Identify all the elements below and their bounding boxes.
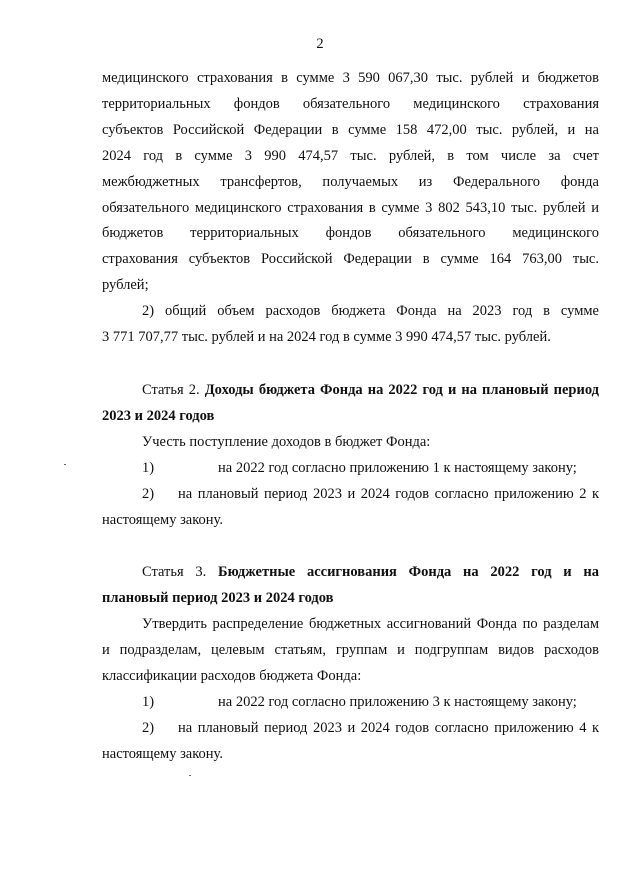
list-number: 2) <box>142 485 155 502</box>
article-2 <box>102 378 599 533</box>
document-body <box>102 66 599 768</box>
text-line: субъектов Российской Федерации в сумме 158 472,00 тыс. рублей, и на <box>102 121 599 138</box>
article-heading <box>102 560 599 586</box>
list-text: на 2022 год согласно приложению 3 к настоящему закону; <box>218 693 577 710</box>
article-heading <box>102 378 599 404</box>
text-line: межбюджетных трансфертов, получаемых из Федерального фонда <box>102 173 599 190</box>
list-item <box>102 690 599 716</box>
list-text: на 2022 год согласно приложению 1 к настоящему закону; <box>218 459 577 476</box>
article-prefix: Статья 3. <box>142 564 207 581</box>
text-line: медицинского страхования в сумме 3 590 067,30 тыс. рублей и бюджетов <box>102 70 599 86</box>
text-line: обязательного медицинского страхования в сумме 3 802 543,10 тыс. рублей и <box>102 199 599 216</box>
list-text-cont: настоящему закону. <box>102 511 223 528</box>
list-number: 1) <box>142 693 155 710</box>
text-line: территориальных фондов обязательного медицинского страхования <box>102 95 599 112</box>
list-item <box>102 716 599 742</box>
paragraph-funding <box>102 66 599 299</box>
text-line: 2) общий объем расходов бюджета Фонда на 2023 год в сумме <box>142 303 599 320</box>
list-text: на плановый период 2023 и 2024 годов согласно приложению 2 к <box>178 485 599 502</box>
scan-speck <box>64 464 66 465</box>
list-item <box>102 456 599 482</box>
article-title: Бюджетные ассигнования Фонда на 2022 год и на <box>218 564 599 581</box>
article-heading-cont <box>102 586 599 612</box>
text-line: 3 771 707,77 тыс. рублей и на 2024 год в сумме 3 990 474,57 тыс. рублей. <box>102 329 551 346</box>
article-intro: Учесть поступление доходов в бюджет Фонда: <box>142 433 431 450</box>
list-item <box>102 482 599 508</box>
list-text: на плановый период 2023 и 2024 годов согласно приложению 4 к <box>178 719 599 736</box>
text-line: страхования субъектов Российской Федерации в сумме 164 763,00 тыс. <box>102 251 599 268</box>
article-title-cont: плановый период 2023 и 2024 годов <box>102 590 334 607</box>
text-line: 2024 год в сумме 3 990 474,57 тыс. рублей, в том числе за счет <box>102 147 599 164</box>
article-title: Доходы бюджета Фонда на 2022 год и на плановый период <box>204 381 599 398</box>
text-line: рублей; <box>102 277 149 294</box>
paragraph-expenses <box>102 299 599 351</box>
text-line: Утвердить распределение бюджетных ассигнований Фонда по разделам <box>142 616 599 633</box>
list-number: 2) <box>142 719 155 736</box>
text-line: классификации расходов бюджета Фонда: <box>102 668 362 685</box>
list-text-cont: настоящему закону. <box>102 745 223 762</box>
text-line: и подразделам, целевым статьям, группам и подгруппам видов расходов <box>102 642 599 659</box>
page-number: 2 <box>316 36 324 52</box>
text-line: бюджетов территориальных фондов обязательного медицинского <box>102 225 599 242</box>
article-3 <box>102 560 599 767</box>
article-heading-cont <box>102 404 599 430</box>
article-title-cont: 2023 и 2024 годов <box>102 407 215 424</box>
list-number: 1) <box>142 459 155 476</box>
article-prefix: Статья 2. <box>142 381 200 398</box>
scan-speck <box>189 775 191 776</box>
